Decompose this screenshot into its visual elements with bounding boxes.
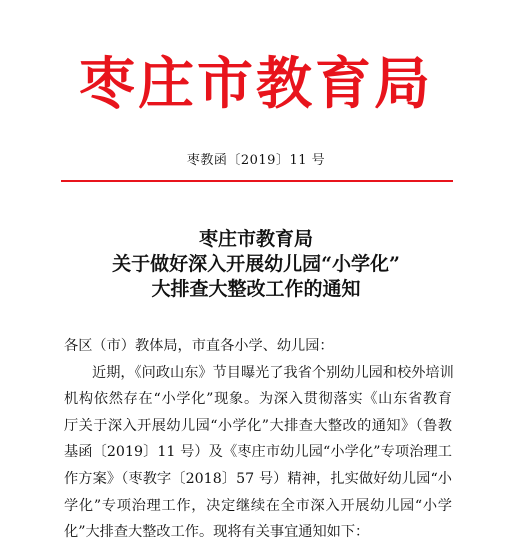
red-separator-line <box>61 180 453 182</box>
paragraph-line: 近期，《问政山东》节目曝光了我省个别幼儿园和校外培训 <box>92 364 454 381</box>
notice-title-line-3: 大排查大整改工作的通知 <box>151 278 361 300</box>
notice-title-line-1: 枣庄市教育局 <box>198 228 313 250</box>
document-number: 枣教函〔2019〕11 号 <box>186 153 326 168</box>
paragraph-line: 机构依然存在“小学化”现象。为深入贯彻落实《山东省教育 <box>64 391 452 408</box>
paragraph-line: 学化”专项治理工作，决定继续在全市深入开展幼儿园“小学 <box>64 497 452 514</box>
paragraph-line: 作方案》（枣教字〔2018〕57 号）精神，扎实做好幼儿园“小 <box>64 470 452 487</box>
notice-title-line-2: 关于做好深入开展幼儿园“小学化” <box>112 253 400 275</box>
notice-title <box>0 227 512 302</box>
paragraph-line: 化”大排查大整改工作。现将有关事宜通知如下： <box>64 524 370 541</box>
paragraph-line: 基函〔2019〕11 号）及《枣庄市幼儿园“小学化”专项治理工 <box>64 444 452 461</box>
paragraph-line: 厅关于深入开展幼儿园“小学化”大排查大整改的通知》（鲁教 <box>64 417 452 434</box>
addressee-line: 各区（市）教体局，市直各小学、幼儿园： <box>64 338 334 354</box>
issuer-masthead: 枣庄市教育局 <box>79 51 433 117</box>
notice-body <box>64 333 452 546</box>
